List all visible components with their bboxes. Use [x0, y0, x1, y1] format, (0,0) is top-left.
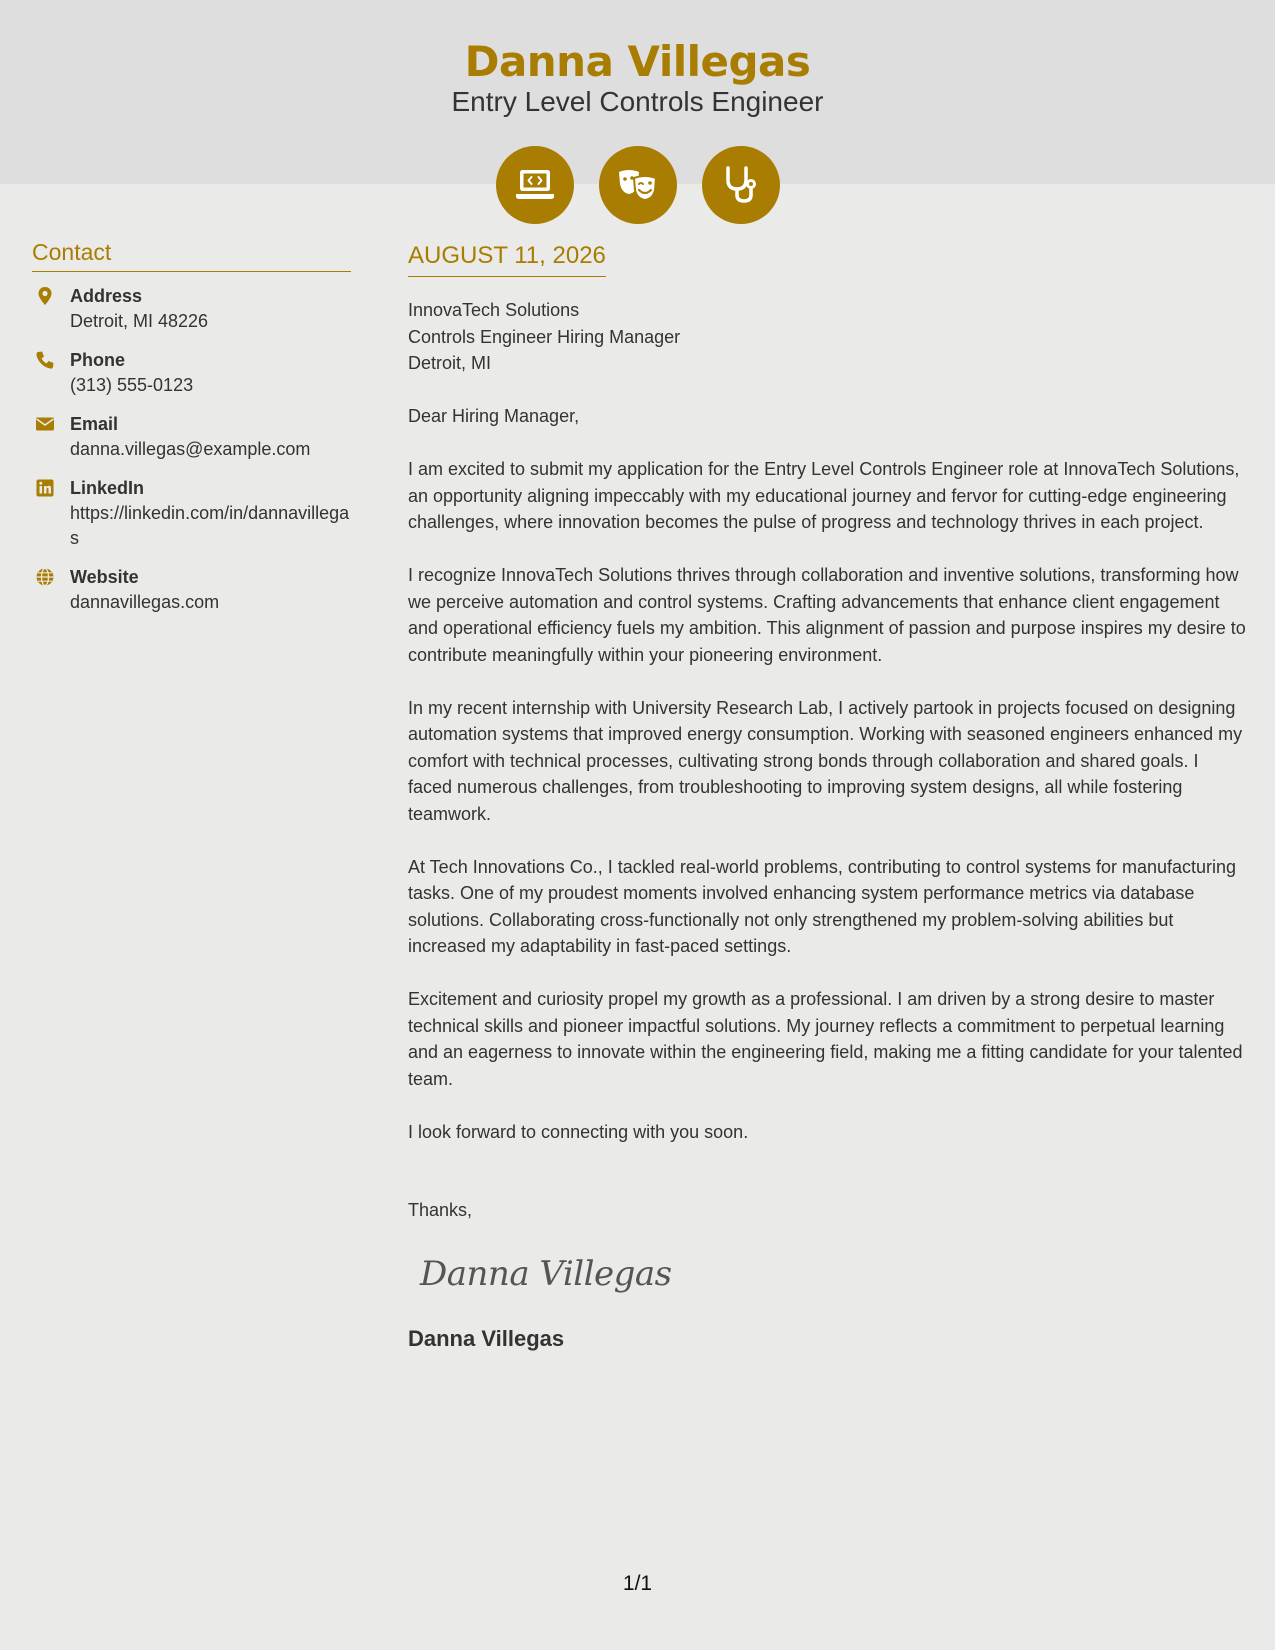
signer-name: Danna Villegas	[408, 1325, 565, 1351]
website-label: Website	[70, 567, 139, 587]
linkedin-label: LinkedIn	[70, 478, 145, 498]
page-number: 1/1	[622, 1572, 653, 1595]
phone-icon	[35, 350, 55, 370]
linkedin-value[interactable]: https://linkedin.com/in/dannavillegas	[70, 503, 350, 548]
address-value: Detroit, MI 48226	[70, 311, 209, 331]
closing: Thanks,	[408, 1200, 473, 1220]
email-label: Email	[70, 414, 119, 434]
recipient-block	[408, 297, 1246, 377]
contact-linkedin	[32, 476, 351, 551]
contact-sidebar	[32, 236, 351, 629]
letter-date: AUGUST 11, 2026	[408, 240, 606, 277]
theater-masks-icon	[599, 146, 677, 224]
address-label: Address	[70, 286, 143, 306]
stethoscope-icon	[702, 146, 780, 224]
salutation: Dear Hiring Manager,	[408, 406, 580, 426]
letter-paragraph: I look forward to connecting with you soon.	[408, 1121, 749, 1142]
applicant-name: Danna Villegas	[464, 37, 811, 86]
envelope-icon	[35, 414, 55, 434]
phone-label: Phone	[70, 350, 126, 370]
recipient-company: InnovaTech Solutions	[408, 300, 580, 320]
linkedin-icon	[35, 478, 55, 498]
email-value[interactable]: danna.villegas@example.com	[70, 439, 311, 459]
letter-paragraph: At Tech Innovations Co., I tackled real-world problems, contributing to control systems for manufacturing tasks. One of my proudest moments involved enhancing system performance metrics via database solutions. Collaborating cross-functionally not only strengthened my problem-solving abilities but increased my adaptability in fast-paced settings.	[408, 856, 1237, 956]
recipient-location: Detroit, MI	[408, 353, 492, 373]
website-value[interactable]: dannavillegas.com	[70, 592, 220, 612]
contact-address	[32, 284, 351, 334]
letter-paragraph: Excitement and curiosity propel my growth as a professional. I am driven by a strong desire to master technical skills and pioneer impactful solutions. My journey reflects a commitment to perpetual learning and an eagerness to innovate within the engineering field, making me a fitting candidate for your talented team.	[408, 989, 1243, 1089]
letter-paragraph: In my recent internship with University Research Lab, I actively partook in projects focused on designing automation systems that improved energy consumption. Working with seasoned engineers enhanced my comfort with technical processes, cultivating strong bonds through collaboration and shared goals. I faced numerous challenges, from troubleshooting to improving system designs, all while fostering teamwork.	[408, 697, 1243, 824]
contact-heading: Contact	[32, 236, 351, 272]
letter-paragraph: I recognize InnovaTech Solutions thrives through collaboration and inventive solutions, transforming how we perceive automation and control systems. Crafting advancements that enhance client engagement and operational efficiency fuels my ambition. This alignment of passion and purpose inspires my desire to contribute meaningfully within your pioneering environment.	[408, 565, 1246, 665]
phone-value: (313) 555-0123	[70, 375, 194, 395]
contact-website	[32, 565, 351, 615]
handwritten-signature: Danna Villegas	[420, 1253, 672, 1294]
recipient-title: Controls Engineer Hiring Manager	[408, 326, 681, 347]
contact-email	[32, 412, 351, 462]
letter-paragraph: I am excited to submit my application for the Entry Level Controls Engineer role at InnovaTech Solutions, an opportunity aligning impeccably with my educational journey and fervor for cutting-edge engineering challenges, where innovation becomes the pulse of progress and technology thrives in each project.	[408, 459, 1240, 532]
contact-phone	[32, 348, 351, 398]
letter-body	[408, 240, 1246, 1354]
location-pin-icon	[35, 286, 55, 306]
laptop-code-icon	[496, 146, 574, 224]
globe-icon	[35, 567, 55, 587]
interest-icons	[496, 146, 780, 224]
job-title: Entry Level Controls Engineer	[451, 86, 824, 117]
